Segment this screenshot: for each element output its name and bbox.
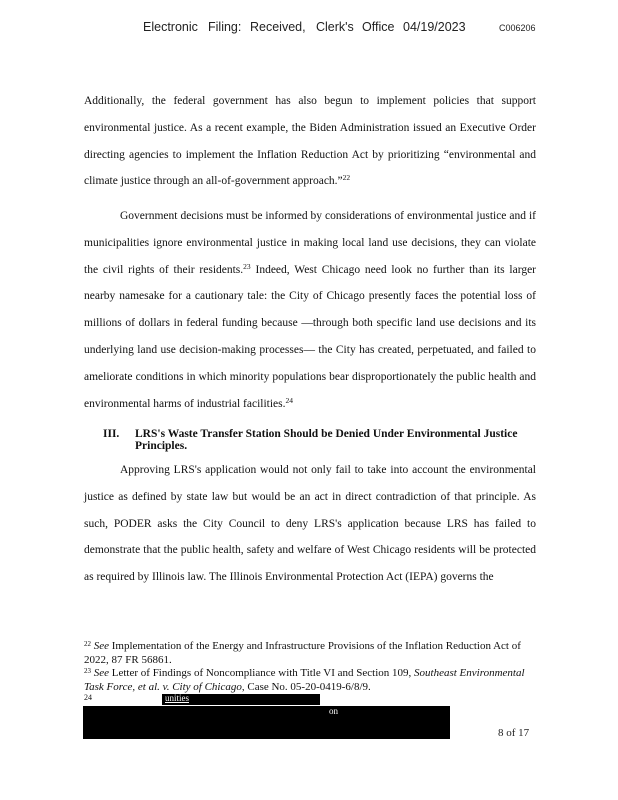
header-word-filing: Filing: [208,20,242,34]
paragraph-government-decisions-text-b: Indeed, West Chicago need look no further than its larger nearby namesake for a cautionary tale: the City of Chicago presently faces the potential loss of millions of dollars in federal funding because —through both specific land use decisions and its underlying land use decision-making processes— the City has created, perpetuated, and failed to ameliorate conditions in which minority populations bear disproportionately the public health and environmental harms of industrial facilities. [84,263,537,410]
footnote-22 [84,640,540,667]
footnote-24-visible-fragment-2: on [329,706,338,716]
paragraph-federal-policies-text: Additionally, the federal government has also begun to implement policies that support environmental justice. As a recent example, the Biden Administration issued an Executive Order directing agencies to implement the Inflation Reduction Act by prioritizing “environmental and climate justice through an all-of-government approach.” [84,95,536,188]
redaction-bar-large [83,706,450,739]
footnote-24-number: 24 [84,693,92,702]
section-number: III. [103,428,120,440]
section-title: LRS's Waste Transfer Station Should be Denied Under Environmental Justice Principles. [135,428,518,452]
footnote-23-text-a: Letter of Findings of Noncompliance with Title VI and Section 109, [109,667,415,680]
header-word-received: Received, [250,20,306,34]
footnote-24-visible-fragment: unities [165,693,189,703]
footnote-ref-22[interactable]: 22 [342,173,351,183]
paragraph-federal-policies [84,88,536,195]
header-filing-date: 04/19/2023 [403,20,466,34]
footnote-ref-23[interactable]: 23 [243,261,251,271]
paragraph-government-decisions-text-a: Government decisions must be informed by considerations of environmental justice and if municipalities ignore environmental justice in making local land use decisions, they can violate the civil rights of their residents. [84,210,536,276]
footnote-22-signal: See [93,640,110,652]
footnotes-block [84,640,540,694]
electronic-filing-header [0,20,618,40]
header-word-clerks: Clerk's [316,20,354,34]
page-number: 8 of 17 [498,727,530,739]
paragraph-approving-application-text: Approving LRS's application would not only fail to take into account the environmental justice as defined by state law but would be an act in direct contradiction of that principle. As such, PODER asks the City Council to deny LRS's application because LRS has failed to demonstrate that the public health, safety and welfare of West Chicago residents will be protected as required by Illinois law. The Illinois Environmental Protection Act (IEPA) governs the [84,464,536,584]
footnote-22-number: 22 [84,640,91,648]
footnote-23-signal: See [93,667,110,680]
footnote-ref-24[interactable]: 24 [285,395,294,405]
footnote-23-text-b: , Case No. 05-20-0419-6/8/9. [241,680,371,693]
redaction-bar-small [162,694,320,705]
header-word-electronic: Electronic [143,20,198,34]
bates-stamp: C006206 [499,23,536,33]
footnote-23-case-name: Southeast Environmental Task Force, et al. v. City of Chicago [84,667,525,693]
paragraph-approving-application [84,457,536,591]
footnote-separator [84,636,234,637]
header-word-office: Office [362,20,395,34]
footnote-23 [84,667,540,694]
paragraph-government-decisions [84,203,536,417]
footnote-22-text: Implementation of the Energy and Infrastructure Provisions of the Inflation Reduction Act of 2022, 87 FR 56861. [84,640,521,666]
footnote-23-number: 23 [84,667,91,676]
